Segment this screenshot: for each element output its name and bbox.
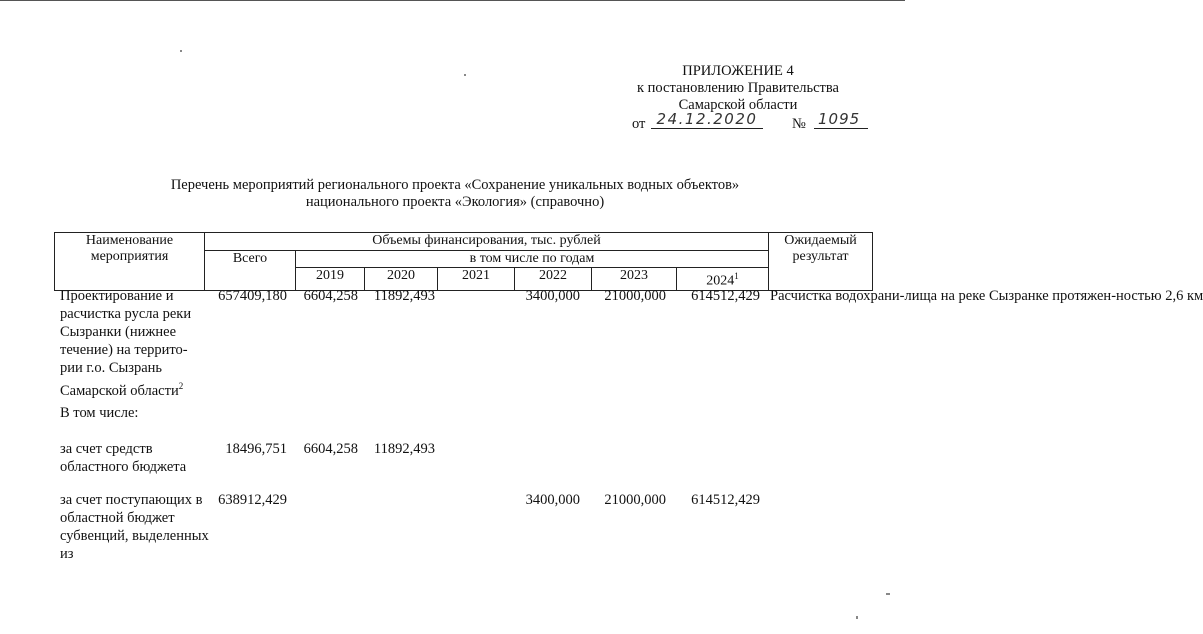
row-total: 638912,429 <box>218 492 287 508</box>
decree-signature-row <box>600 110 876 137</box>
row-name: за счет поступающих в областной бюджет субвенций, выделенных из <box>60 492 209 562</box>
header-year-2020: 2020 <box>365 268 438 291</box>
row-2019: 6604,258 <box>303 288 358 304</box>
row-2019: 6604,258 <box>303 441 358 457</box>
row-total: 18496,751 <box>225 441 287 457</box>
document-heading <box>100 177 810 211</box>
appendix-title: ПРИЛОЖЕНИЕ 4 <box>682 63 794 79</box>
scan-edge-line <box>0 0 905 1</box>
heading-line-1: Перечень мероприятий регионального проекта «Сохранение уникальных водных объектов» <box>170 177 740 193</box>
row-2023: 21000,000 <box>604 492 666 508</box>
row-2023: 21000,000 <box>604 288 666 304</box>
number-sign: № <box>792 116 806 132</box>
scan-speck <box>464 74 466 76</box>
row-name: В том числе: <box>60 405 139 421</box>
row-2024: 614512,429 <box>691 288 760 304</box>
appendix-region-line: Самарской области <box>678 97 798 113</box>
row-name: Проектирование и расчистка русла реки Сызранки (нижнее течение) на террито-рии г.о. Сызрань Самарской области$^2$ <box>60 288 192 399</box>
heading-line-2: национального проекта «Экология» (справочно) <box>305 194 605 210</box>
row-total: 657409,180 <box>218 288 287 304</box>
handwritten-date: 24.12.2020 <box>651 111 763 129</box>
table-row <box>54 440 874 480</box>
header-year-2023: 2023 <box>592 268 677 291</box>
header-year-2024: 2024$^1$ <box>677 268 769 291</box>
row-result: Расчистка водохрани-лища на реке Сызранке протяжен-ностью 2,6 км <box>770 288 1203 304</box>
table-row <box>54 287 1203 399</box>
header-by-years: в том числе по годам <box>296 251 769 268</box>
scan-speck <box>856 616 858 619</box>
row-2022: 3400,000 <box>525 288 580 304</box>
footnote-1: 1 <box>734 271 739 281</box>
row-2024: 614512,429 <box>691 492 760 508</box>
row-name: за счет средств областного бюджета <box>60 441 187 475</box>
scan-speck <box>180 50 182 52</box>
funding-table-header <box>54 232 873 291</box>
appendix-decree-line: к постановлению Правительства <box>637 80 839 96</box>
date-prefix: от <box>632 116 646 132</box>
header-result: Ожидаемый результат <box>769 233 873 291</box>
header-year-2022: 2022 <box>515 268 592 291</box>
table-row <box>54 491 874 566</box>
table-row <box>54 404 874 424</box>
handwritten-number: 1095 <box>814 111 868 129</box>
header-year-2021: 2021 <box>438 268 515 291</box>
row-2020: 11892,493 <box>373 288 435 304</box>
appendix-block <box>600 63 876 137</box>
footnote-2: 2 <box>178 381 184 391</box>
scan-speck <box>886 593 890 595</box>
header-year-2019: 2019 <box>296 268 365 291</box>
header-total: Всего <box>205 251 296 291</box>
header-name: Наименование мероприятия <box>55 233 205 291</box>
row-2022: 3400,000 <box>525 492 580 508</box>
header-funding: Объемы финансирования, тыс. рублей <box>205 233 769 251</box>
row-2020: 11892,493 <box>373 441 435 457</box>
